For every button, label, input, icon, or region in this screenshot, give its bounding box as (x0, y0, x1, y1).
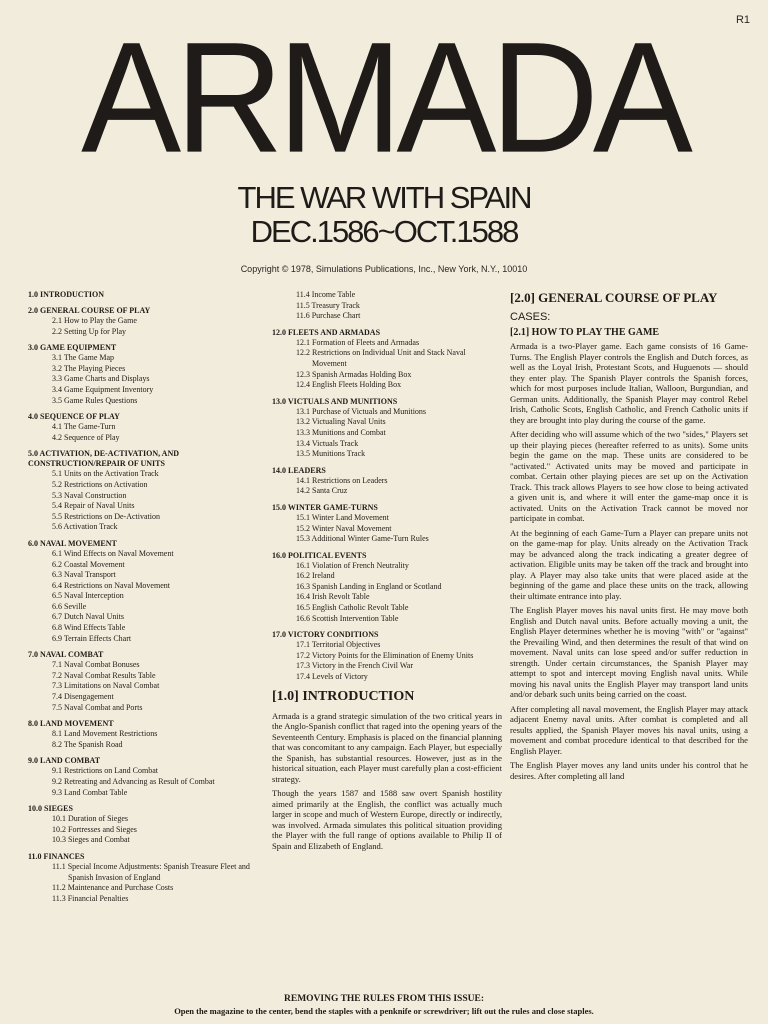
intro-paragraph: Though the years 1587 and 1588 saw overt Spanish hostility aimed primarily at the English, the conflict was actually much larger in scope and much of Western Europe, directly or indirectly, was involved. Armada simulates this political situation providing the Player with the full range of options available to Philip II of Spain and Elizabeth of England. (272, 788, 502, 851)
toc-section (272, 328, 502, 391)
toc-section-heading: 7.0 NAVAL COMBAT (28, 650, 104, 660)
toc-entry: 3.2 The Playing Pieces (52, 363, 126, 373)
rules-paragraph: The English Player moves his naval units first. He may move both English and Dutch naval units. Before actually moving a unit, the English Player determines whether he is moving "with" or "against" the Prevailing Wind, and then determines the result of that wind on movement. Naval units can lose speed and/or suffer reduction in strength. Under certain circumstances, the Spanish Player may attempt to spot and intercept moving English naval units. While moving his naval units the English Player may transport land units and/or debark such units being carried on the coast. (510, 605, 748, 699)
toc-section (272, 503, 502, 545)
toc-section-heading: 3.0 GAME EQUIPMENT (28, 343, 117, 353)
toc-entry: 7.4 Disengagement (52, 692, 114, 702)
toc-section-heading: 10.0 SIEGES (28, 804, 73, 814)
toc-entry: 5.6 Activation Track (52, 522, 118, 532)
toc-entry: 10.2 Fortresses and Sieges (52, 824, 137, 834)
toc-section-heading: 9.0 LAND COMBAT (28, 756, 101, 766)
toc-entry: 16.5 English Catholic Revolt Table (296, 603, 409, 613)
toc-entry: 17.3 Victory in the French Civil War (296, 661, 414, 671)
copyright-notice: Copyright © 1978, Simulations Publications, Inc., New York, N.Y., 10010 (240, 264, 528, 274)
toc-section (28, 756, 260, 798)
toc-entry: 8.2 The Spanish Road (52, 739, 123, 749)
toc-entry: 9.3 Land Combat Table (52, 787, 128, 797)
toc-entry: 6.9 Terrain Effects Chart (52, 633, 132, 643)
toc-entry: 13.5 Munitions Track (296, 449, 366, 459)
toc-entry: 6.6 Seville (52, 601, 87, 611)
toc-entry: 10.3 Sieges and Combat (52, 835, 130, 845)
toc-entry: 6.8 Wind Effects Table (52, 623, 126, 633)
toc-section-heading: 1.0 INTRODUCTION (28, 290, 105, 299)
toc-entry: 15.1 Winter Land Movement (296, 512, 389, 522)
toc-section (28, 306, 260, 337)
game-dates: DEC.1586~OCT.1588 (250, 214, 518, 249)
toc-entry: 16.3 Spanish Landing in England or Scotland (296, 581, 442, 591)
toc-entry: 12.2 Restrictions on Individual Unit and Stack Naval Movement (296, 348, 466, 368)
toc-entry: 13.3 Munitions and Combat (296, 427, 386, 437)
introduction-heading: [1.0] INTRODUCTION (272, 688, 415, 704)
toc-section-heading: 13.0 VICTUALS AND MUNITIONS (272, 396, 398, 406)
toc-column-2 (272, 290, 502, 855)
toc-section-heading: 2.0 GENERAL COURSE OF PLAY (28, 306, 151, 315)
toc-section-heading: 5.0 ACTIVATION, DE-ACTIVATION, AND CONSTRUCTION/REPAIR OF UNITS (28, 449, 179, 469)
toc-section (272, 290, 502, 322)
toc-entry: 15.2 Winter Naval Movement (296, 523, 392, 533)
toc-entry: 6.4 Restrictions on Naval Movement (52, 580, 170, 590)
toc-entry: 2.1 How to Play the Game (52, 316, 137, 325)
toc-entry: 8.1 Land Movement Restrictions (52, 729, 158, 739)
toc-section-heading: 8.0 LAND MOVEMENT (28, 719, 114, 729)
toc-section (28, 719, 260, 750)
toc-section-heading: 4.0 SEQUENCE OF PLAY (28, 412, 120, 422)
toc-entry: 13.1 Purchase of Victuals and Munitions (296, 406, 427, 416)
toc-entry: 7.2 Naval Combat Results Table (52, 670, 156, 680)
toc-entry: 7.3 Limitations on Naval Combat (52, 681, 160, 691)
toc-list (272, 290, 502, 683)
toc-entry: 12.3 Spanish Armadas Holding Box (296, 369, 412, 379)
toc-entry: 5.1 Units on the Activation Track (52, 469, 159, 479)
toc-entry: 6.5 Naval Interception (52, 591, 124, 601)
general-course-heading: [2.0] GENERAL COURSE OF PLAY (510, 290, 718, 305)
toc-section (28, 539, 260, 644)
toc-entry: 9.2 Retreating and Advancing as Result of Combat (52, 777, 215, 786)
toc-entry: 7.5 Naval Combat and Ports (52, 702, 143, 712)
toc-entry: 14.2 Santa Cruz (296, 486, 348, 496)
toc-entry: 6.3 Naval Transport (52, 570, 116, 580)
toc-entry: 10.1 Duration of Sieges (52, 814, 128, 824)
toc-entry: 11.4 Income Table (296, 290, 356, 299)
rules-column (510, 290, 748, 785)
toc-entry: 11.6 Purchase Chart (296, 311, 361, 321)
toc-section (28, 852, 260, 904)
toc-section (272, 630, 502, 682)
toc-entry: 16.4 Irish Revolt Table (296, 592, 370, 602)
toc-entry: 11.5 Treasury Track (296, 300, 360, 310)
rules-paragraph: The English Player moves any land units under his control that he desires. After completing all land (510, 760, 748, 781)
toc-section (272, 397, 502, 460)
toc-section (28, 343, 260, 406)
toc-section-heading: 11.0 FINANCES (28, 851, 85, 861)
toc-entry: 6.1 Wind Effects on Naval Movement (52, 548, 174, 558)
toc-section-heading: 17.0 VICTORY CONDITIONS (272, 630, 379, 640)
toc-section (28, 412, 260, 443)
toc-entry: 7.1 Naval Combat Bonuses (52, 660, 140, 670)
toc-section (272, 466, 502, 497)
toc-entry: 17.1 Territorial Objectives (296, 640, 381, 650)
cases-label: CASES: (510, 311, 551, 323)
rules-paragraph: After deciding who will assume which of the two "sides," Players set up their playing pieces (hereafter referred to as units). Some units begin the game on the map. These units are considered to be "activated." Activated units may be moved and participate in combat. Certain other playing pieces are set up on the Activation Track. This track allows Players to see how close to being activated a given unit is, and where it will enter the game-map once it is activated. Units on the Activation Track cannot be moved nor participate in combat. (510, 429, 748, 523)
toc-column-1 (28, 290, 260, 910)
toc-entry: 4.2 Sequence of Play (52, 432, 120, 442)
toc-entry: 12.1 Formation of Fleets and Armadas (296, 337, 420, 347)
toc-section (28, 650, 260, 713)
removal-instructions: Open the magazine to the center, bend the staples with a penknife or screwdriver; lift out the rules and close staples. (174, 1006, 594, 1016)
toc-entry: 12.4 English Fleets Holding Box (296, 380, 402, 390)
toc-entry: 16.1 Violation of French Neutrality (296, 560, 409, 570)
rules-paragraph: After completing all naval movement, the English Player may attack adjacent Enemy naval units. After combat is completed and all results applied, the Spanish Player moves his naval units, using a movement and combat procedure identical to that described for the English Player. (510, 703, 748, 756)
toc-section-heading: 14.0 LEADERS (272, 465, 326, 475)
toc-entry: 2.2 Setting Up for Play (52, 326, 126, 336)
toc-entry: 15.3 Additional Winter Game-Turn Rules (296, 534, 429, 544)
toc-entry: 3.5 Game Rules Questions (52, 395, 138, 405)
intro-paragraph: Armada is a grand strategic simulation of the two critical years in the Anglo-Spanish conflict that raged into the opening years of the Seventeenth Century. Emphasis is placed on the financial planning that was concomitant to any campaign. Each Player, but especially the Spanish, has substantial resources. However, just as in the historical situation, each Player must carefully plan a cost-efficient strategy. (272, 710, 502, 784)
toc-entry: 5.4 Repair of Naval Units (52, 501, 135, 511)
toc-entry: 5.2 Restrictions on Activation (52, 479, 148, 489)
toc-entry: 13.2 Victualing Naval Units (296, 417, 386, 427)
toc-entry: 16.2 Ireland (296, 571, 335, 581)
toc-section (272, 551, 502, 625)
toc-entry: 14.1 Restrictions on Leaders (296, 475, 388, 485)
toc-entry: 11.2 Maintenance and Purchase Costs (52, 883, 174, 893)
toc-entry: 3.1 The Game Map (52, 353, 115, 363)
toc-section (28, 804, 260, 846)
rules-paragraph: Armada is a two-Player game. Each game consists of 16 Game-Turns. The English Player controls the English and Dutch forces, as well as the Loyal Irish, Protestant Scots, and Huguenots — should they enter play. The Spanish Player controls the Spanish forces, which for most purposes include Italian, Walloon, Burgundian, and German units. Additionally, the Spanish Player may control Rebel Irish, Catholic Scots, English Catholic, and French Catholic units if they are brought into play during the course of the game. (510, 341, 748, 425)
toc-section-heading: 6.0 NAVAL MOVEMENT (28, 538, 117, 548)
toc-section-heading: 12.0 FLEETS AND ARMADAS (272, 327, 381, 337)
rules-paragraph: At the beginning of each Game-Turn a Player can prepare units not on the game-map for play. Units already on the Activation Track may be advanced along the track indicating a greater degree of activation. Eligible units may be taken off the track and brought into play. A Player may also take units that were placed aside at the beginning of the game and place these units on the track, allowing their ultimate entrance into play. (510, 527, 748, 601)
toc-entry: 5.5 Restrictions on De-Activation (52, 511, 160, 521)
toc-section (28, 290, 260, 300)
toc-entry: 9.1 Restrictions on Land Combat (52, 766, 158, 776)
removal-heading: REMOVING THE RULES FROM THIS ISSUE: (284, 994, 484, 1004)
how-to-play-heading: [2.1] HOW TO PLAY THE GAME (510, 327, 660, 338)
toc-entry: 11.1 Special Income Adjustments: Spanish Treasure Fleet and Spanish Invasion of England (52, 861, 250, 882)
toc-entry: 6.2 Coastal Movement (52, 559, 125, 569)
toc-entry: 6.7 Dutch Naval Units (52, 612, 124, 622)
toc-entry: 13.4 Victuals Track (296, 438, 359, 448)
toc-entry: 5.3 Naval Construction (52, 490, 127, 500)
toc-section (28, 449, 260, 533)
game-subtitle: THE WAR WITH SPAIN (237, 180, 531, 215)
game-title: ARMADA (81, 8, 687, 186)
toc-section-heading: 15.0 WINTER GAME-TURNS (272, 502, 378, 512)
page-code: R1 (735, 14, 750, 26)
toc-entry: 4.1 The Game-Turn (52, 422, 116, 432)
toc-entry: 3.3 Game Charts and Displays (52, 374, 150, 384)
toc-entry: 17.4 Levels of Victory (296, 672, 368, 682)
toc-entry: 17.2 Victory Points for the Elimination of Enemy Units (296, 650, 474, 660)
toc-section-heading: 16.0 POLITICAL EVENTS (272, 550, 367, 560)
toc-entry: 16.6 Scottish Intervention Table (296, 613, 399, 623)
toc-entry: 3.4 Game Equipment Inventory (52, 384, 154, 394)
toc-entry: 11.3 Financial Penalties (52, 893, 129, 903)
